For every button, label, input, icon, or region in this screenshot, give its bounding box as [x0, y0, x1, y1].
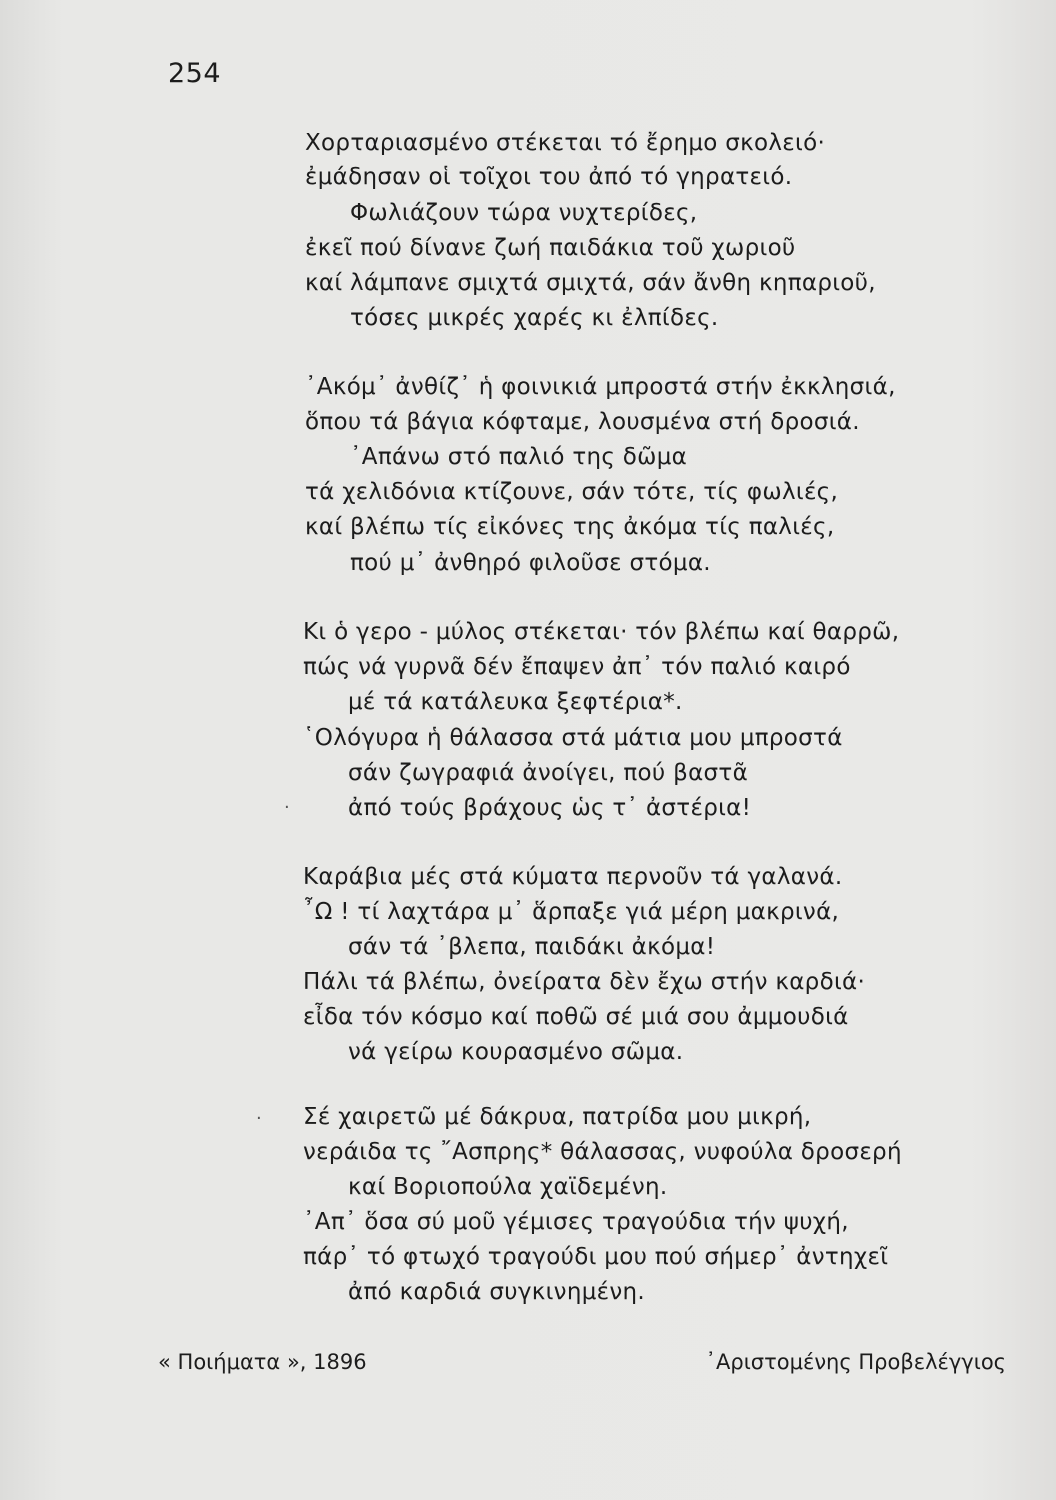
poem-line: πάρ᾿ τό φτωχό τραγούδι μου πού σήμερ᾿ ἀντηχεῖ	[303, 1244, 889, 1270]
poem-line: εἶδα τόν κόσμο καί ποθῶ σέ μιά σου ἀμμουδιά	[303, 1004, 849, 1030]
poem-line: νά γείρω κουρασμένο σῶμα.	[348, 1039, 684, 1065]
poem-line: μέ τά κατάλευκα ξεφτέρια*.	[348, 689, 683, 715]
poem-line: τά χελιδόνια κτίζουνε, σάν τότε, τίς φωλιές,	[305, 479, 839, 505]
poem-line: καί Βοριοπούλα χαϊδεμένη.	[348, 1174, 668, 1200]
source-citation: « Ποιήματα », 1896	[158, 1350, 367, 1374]
poem-line: πώς νά γυρνᾶ δέν ἔπαψεν ἀπ᾿ τόν παλιό καιρό	[303, 654, 851, 680]
poem-line: ᾿Απ᾿ ὅσα σύ μοῦ γέμισες τραγούδια τήν ψυχή,	[303, 1209, 849, 1235]
poem-line: τόσες μικρές χαρές κι ἐλπίδες.	[350, 305, 719, 331]
poem-line: καί βλέπω τίς εἰκόνες της ἀκόμα τίς παλιές,	[305, 514, 835, 540]
poem-line: ἀπό καρδιά συγκινημένη.	[348, 1279, 645, 1305]
page-number: 254	[168, 58, 222, 89]
poem-line: καί λάμπανε σμιχτά σμιχτά, σάν ἄνθη κηπαριοῦ,	[305, 270, 876, 296]
poem-line: νεράιδα τς ῎Ασπρης* θάλασσας, νυφούλα δροσερή	[303, 1139, 902, 1165]
poem-line: Πάλι τά βλέπω, ὀνείρατα δὲν ἔχω στήν καρδιά·	[303, 969, 866, 995]
poem-line: ᾿Απάνω στό παλιό της δῶμα	[350, 444, 688, 470]
poem-line: σάν τά ᾿βλεπα, παιδάκι ἀκόμα!	[348, 934, 716, 960]
margin-mark: ·	[284, 797, 290, 818]
poem-line: Φωλιάζουν τώρα νυχτερίδες,	[350, 200, 698, 226]
poem-line: Κι ὁ γερο - μύλος στέκεται· τόν βλέπω καί θαρρῶ,	[303, 619, 900, 645]
poem-line: Χορταριασμένο στέκεται τό ἔρημο σκολειό·	[305, 130, 826, 156]
poem-line: Καράβια μές στά κύματα περνοῦν τά γαλανά.	[303, 864, 843, 890]
author-name: ᾿Αριστομένης Προβελέγγιος	[705, 1350, 1006, 1374]
poem-line: ῏Ω ! τί λαχτάρα μ᾿ ἅρπαξε γιά μέρη μακρινά,	[303, 899, 840, 925]
poem-line: ῾Ολόγυρα ἡ θάλασσα στά μάτια μου μπροστά	[303, 725, 843, 751]
poem-line: σάν ζωγραφιά ἀνοίγει, πού βαστᾶ	[348, 760, 749, 786]
poem-line: ἐκεῖ πού δίνανε ζωή παιδάκια τοῦ χωριοῦ	[305, 235, 796, 261]
poem-line: Σέ χαιρετῶ μέ δάκρυα, πατρίδα μου μικρή,	[303, 1104, 812, 1130]
poem-line: ὅπου τά βάγια κόφταμε, λουσμένα στή δροσιά.	[305, 409, 860, 435]
poem-line: ᾿Ακόμ᾿ ἀνθίζ᾿ ἡ φοινικιά μπροστά στήν ἐκκλησιά,	[305, 374, 896, 400]
poem-line: ἀπό τούς βράχους ὡς τ᾿ ἀστέρια!	[348, 795, 752, 821]
poem-line: ἐμάδησαν οἱ τοῖχοι του ἀπό τό γηρατειό.	[305, 164, 793, 190]
poem-line: πού μ᾿ ἀνθηρό φιλοῦσε στόμα.	[350, 550, 711, 576]
margin-mark: ·	[256, 1108, 262, 1129]
